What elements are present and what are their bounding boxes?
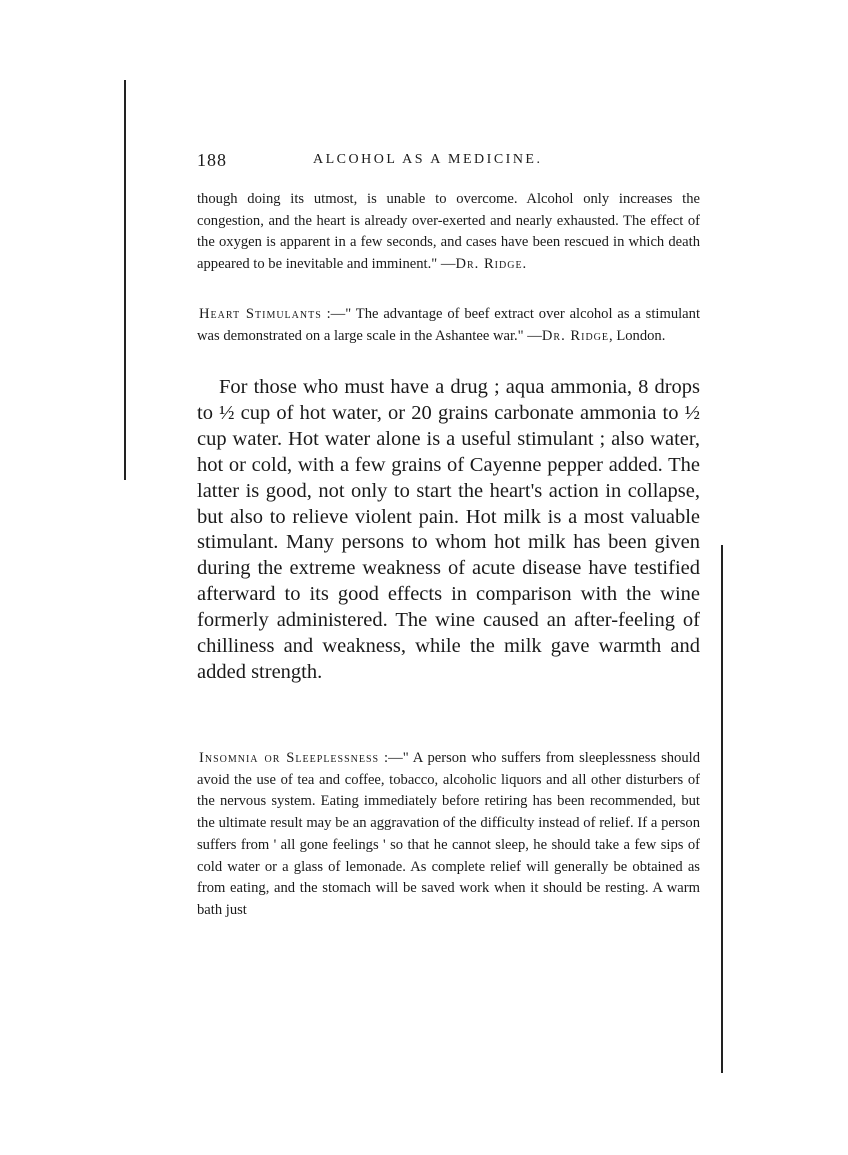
attribution: Dr. Ridge [541,327,610,344]
paragraph-text: :—" A person who suffers from sleeplessness should avoid the use of tea and coffee, tobacco, alcoholic liquors and all other disturbers of the nervous system. Eating immediately before retiring has been recommended, but the ultimate result may be an aggravation of the difficulty instead of relief. If a person suffers from ' all gone feelings ' so that he cannot sleep, he should take a few sips of cold water or a glass of lemonade. As complete relief will generally be obtained as from eating, and the stomach will be saved work when it should be resting. A warm bath just [197,750,700,918]
page-header [197,150,700,176]
paragraph-text: :—" The advantage of beef extract over alcohol as a stimulant was demonstrated on a large scale in the Ashantee war." — [197,306,700,344]
page-number: 188 [197,150,227,170]
margin-rule-right [721,545,723,1073]
attribution: Dr. Ridge. [455,256,528,273]
paragraph-insomnia [197,748,700,922]
paragraph-heart-stimulants [197,304,700,347]
section-lead: Heart Stimulants [199,306,322,322]
margin-rule-left [124,80,126,480]
running-head: ALCOHOL AS A MEDICINE. [313,152,543,167]
section-lead: Insomnia or Sleeplessness [199,750,380,766]
paragraph-text: though doing its utmost, is unable to overcome. Alcohol only increases the congestion, and the heart is already over-exerted and nearly exhausted. The effect of the oxygen is apparent in a few seconds, and cases have been rescued in which death appeared to be inevitable and imminent." — [197,191,700,273]
paragraph-text: For those who must have a drug ; aqua ammonia, 8 drops to ½ cup of hot water, or 20 grains carbonate ammonia to ½ cup water. Hot water alone is a useful stimulant ; also water, hot or cold, with a few grains of Cayenne pepper added. The latter is good, not only to start the heart's action in collapse, but also to relieve violent pain. Hot milk is a most valuable stimulant. Many persons to whom hot milk has been given during the extreme weakness of acute disease have testified afterward to its good effects in comparison with the wine formerly administered. The wine caused an after-feeling of chilliness and weakness, while the milk gave warmth and added strength. [197,376,700,683]
paragraph-drug-stimulants [197,375,700,686]
paragraph-continued-oxygen [197,189,700,276]
attribution-tail: , London. [609,327,666,344]
